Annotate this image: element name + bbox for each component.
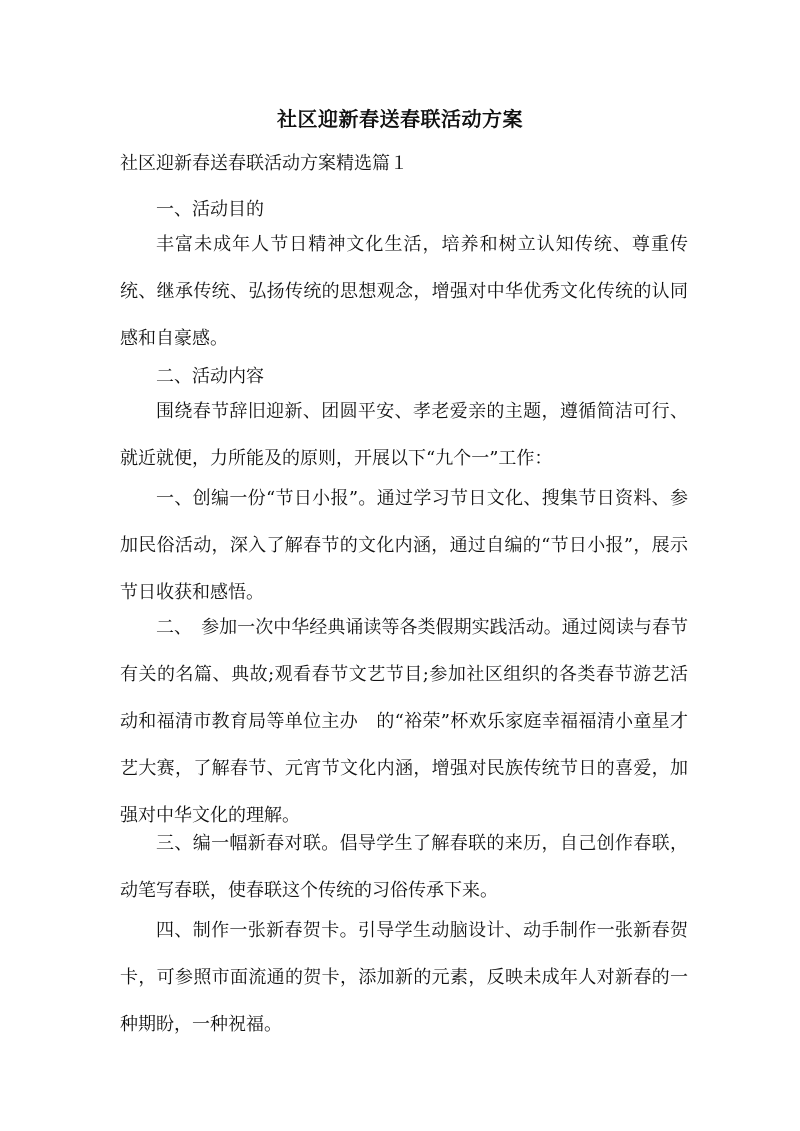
paragraph-item-2: 二、 参加一次中华经典诵读等各类假期实践活动。通过阅读与春节有关的名篇、典故;观看春节文艺节目;参加社区组织的各类春节游艺活动和福清市教育局等单位主办 的“裕荣”杯欢乐家庭幸福福清小童星才艺大赛，了解春节、元宵节文化内涵，增强对民族传统节日的喜爱，加强对中华文化的理解。 <box>120 617 688 826</box>
paragraph-item-3: 三、编一幅新春对联。倡导学生了解春联的来历，自己创作春联，动笔写春联，使春联这个传统的习俗传承下来。 <box>120 833 688 901</box>
document-subtitle: 社区迎新春送春联活动方案精选篇１ <box>120 153 408 174</box>
document-title: 社区迎新春送春联活动方案 <box>277 107 523 131</box>
paragraph-objective: 丰富未成年人节日精神文化生活，培养和树立认知传统、尊重传统、继承传统、弘扬传统的思想观念，增强对中华优秀文化传统的认同感和自豪感。 <box>120 234 688 349</box>
paragraph-item-1: 一、创编一份“节日小报”。通过学习节日文化、搜集节日资料、参加民俗活动，深入了解春节的文化内涵，通过自编的“节日小报”，展示节日收获和感悟。 <box>120 488 688 603</box>
paragraph-item-4: 四、制作一张新春贺卡。引导学生动脑设计、动手制作一张新春贺卡，可参照市面流通的贺卡，添加新的元素，反映未成年人对新春的一种期盼，一种祝福。 <box>120 920 688 1035</box>
section-heading-objective: 一、活动目的 <box>156 199 264 220</box>
section-heading-content: 二、活动内容 <box>156 366 264 387</box>
paragraph-content-intro: 围绕春节辞旧迎新、团圆平安、孝老爱亲的主题，遵循简洁可行、就近就便，力所能及的原则，开展以下“九个一”工作： <box>120 401 688 469</box>
